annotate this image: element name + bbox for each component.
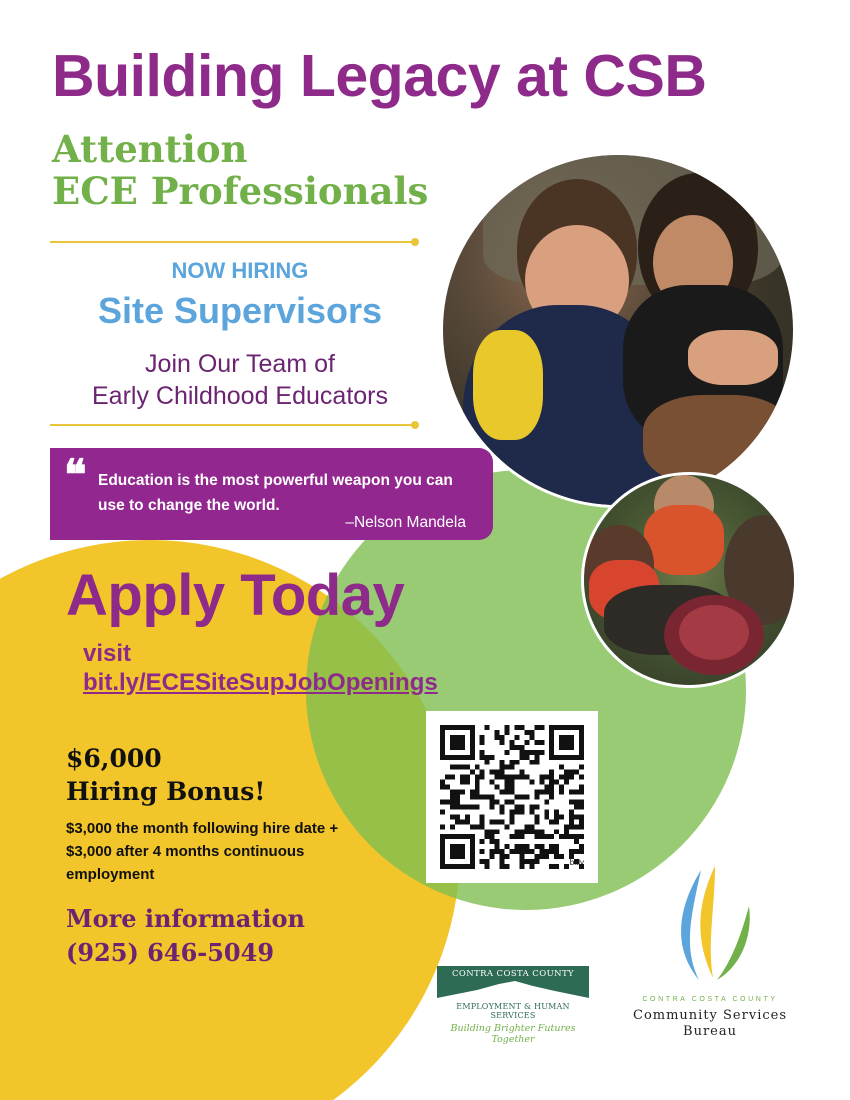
join-line-1: Join Our Team of bbox=[145, 350, 335, 378]
photo-child-and-teacher bbox=[440, 152, 796, 508]
bitly-tag: bitly bbox=[569, 858, 584, 867]
divider-top bbox=[50, 241, 416, 243]
more-info-label: More information bbox=[66, 904, 305, 933]
visit-label: visit bbox=[83, 640, 132, 667]
join-team-text bbox=[50, 348, 430, 412]
csb-name-line-2: Bureau bbox=[683, 1024, 737, 1039]
ehs-department: EMPLOYMENT & HUMAN SERVICES bbox=[456, 1002, 570, 1020]
csb-name bbox=[620, 1008, 800, 1040]
contact-info bbox=[66, 902, 305, 970]
quote-mark-icon: ❝ bbox=[64, 450, 87, 499]
quote-author: –Nelson Mandela bbox=[345, 514, 466, 531]
ehs-logo bbox=[437, 966, 589, 1045]
now-hiring-label: NOW HIRING bbox=[171, 258, 309, 283]
csb-county: CONTRA COSTA COUNTY bbox=[642, 996, 778, 1003]
join-line-2: Early Childhood Educators bbox=[92, 382, 388, 410]
apply-heading: Apply Today bbox=[66, 563, 405, 628]
divider-dot bbox=[411, 238, 419, 246]
phone-number[interactable]: (925) 646-5049 bbox=[66, 938, 275, 967]
hiring-bonus bbox=[66, 742, 265, 808]
attention-line-1: Attention bbox=[52, 127, 248, 171]
apply-link[interactable]: bit.ly/ECESiteSupJobOpenings bbox=[83, 669, 438, 696]
divider-bottom bbox=[50, 424, 416, 426]
qr-code-pattern bbox=[440, 725, 584, 869]
divider-dot bbox=[411, 421, 419, 429]
ehs-logo-banner bbox=[437, 966, 589, 998]
position-title: Site Supervisors bbox=[97, 290, 383, 331]
attention-heading bbox=[52, 128, 428, 212]
mountain-icon bbox=[437, 980, 589, 998]
attention-line-2: ECE Professionals bbox=[52, 169, 429, 213]
csb-flame-icon bbox=[671, 866, 751, 984]
qr-code[interactable] bbox=[426, 711, 598, 883]
bonus-label: Hiring Bonus! bbox=[66, 777, 266, 806]
bonus-details: $3,000 the month following hire date + $3,000 after 4 months continuous employment bbox=[66, 820, 339, 883]
csb-name-line-1: Community Services bbox=[633, 1008, 787, 1023]
ehs-tagline: Building Brighter Futures Together bbox=[450, 1023, 576, 1045]
photo-children-gardening bbox=[581, 472, 797, 688]
ehs-county: CONTRA COSTA COUNTY bbox=[451, 969, 575, 979]
bonus-amount: $6,000 bbox=[66, 744, 162, 773]
page-title: Building Legacy at CSB bbox=[52, 43, 707, 109]
quote-text: Education is the most powerful weapon you can use to change the world. bbox=[98, 472, 453, 514]
